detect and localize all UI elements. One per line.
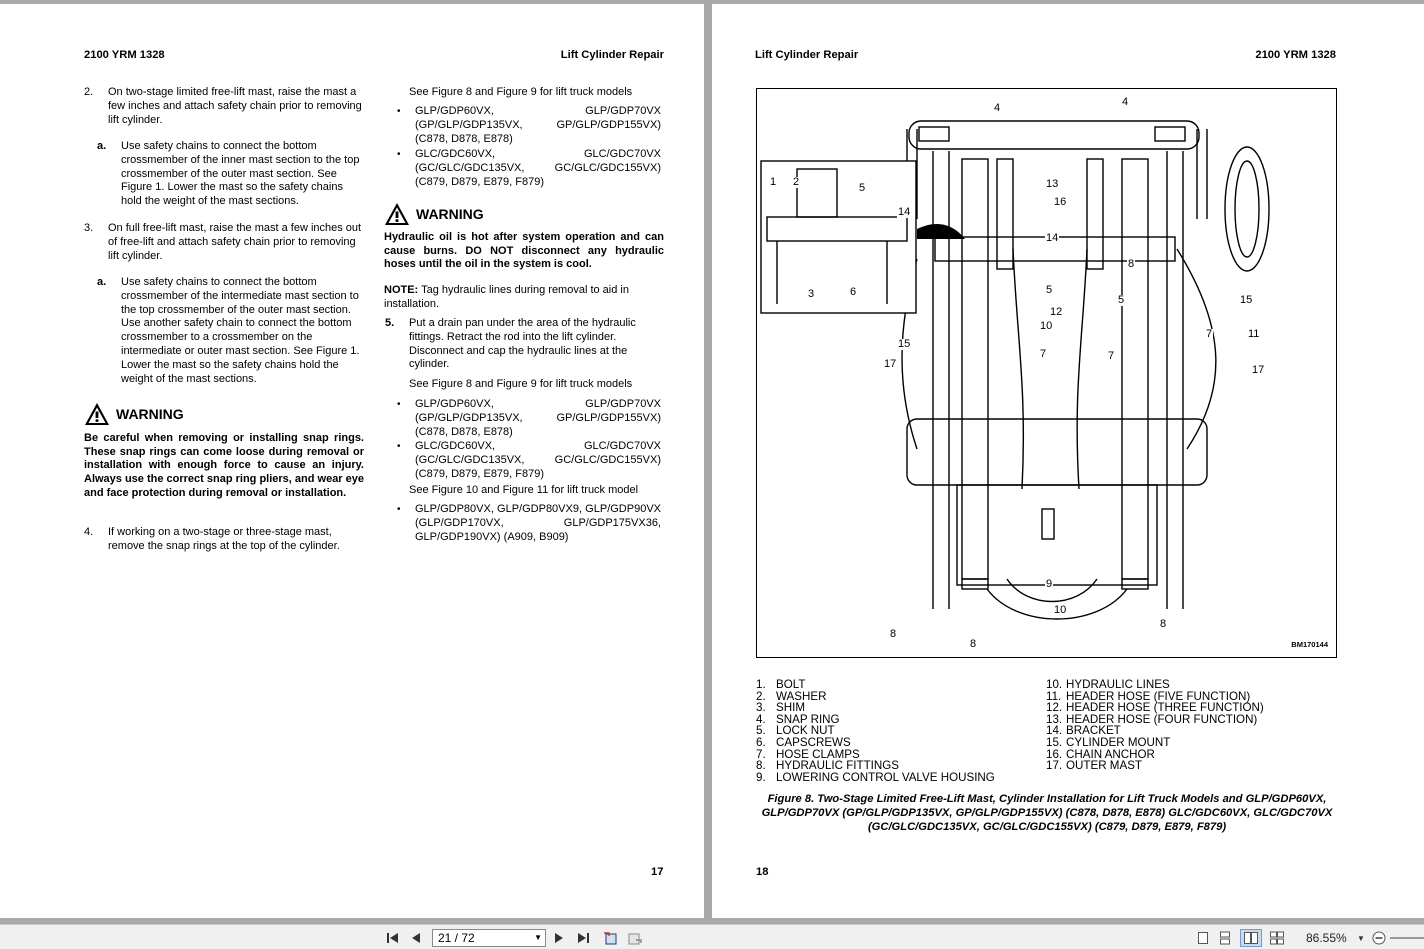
callout-number: 8	[890, 628, 897, 640]
bullet-dot: •	[397, 106, 401, 117]
valve-housing	[1042, 509, 1054, 539]
zoom-slider[interactable]	[1390, 931, 1424, 945]
legend-left-column	[756, 679, 995, 783]
callout-number: 10	[1054, 604, 1067, 616]
bullet-text: GLP/GDP80VX, GLP/GDP80VX9, GLP/GDP90VX (GLP/GDP170VX, GLP/GDP175VX36, GLP/GDP190VX) (A909, B909)	[415, 503, 661, 543]
next-view-icon	[627, 931, 643, 945]
page-number: 17	[651, 866, 664, 878]
hose-line	[1077, 249, 1087, 489]
detail-inset	[761, 161, 916, 313]
step-text: If working on a two-stage or three-stage mast, remove the snap rings at the top of the cylinder.	[108, 526, 340, 552]
zoom-dropdown-button[interactable]	[1356, 929, 1366, 947]
note-text: Tag hydraulic lines during removal to aid in installation.	[384, 284, 629, 310]
facing-view-button[interactable]	[1240, 929, 1262, 947]
header-bracket-right	[1155, 127, 1185, 141]
callout-number: 5	[1046, 284, 1053, 296]
outer-mast-rail-left	[933, 151, 949, 609]
next-page-button[interactable]	[550, 929, 568, 947]
callout-number: 5	[1118, 294, 1125, 306]
figure-id-label: BM170144	[1291, 640, 1328, 649]
figure-caption: Figure 8. Two-Stage Limited Free-Lift Mast, Cylinder Installation for Lift Truck Models and GLP/GDP60VX, GLP/GDP70VX (GP/GLP/GDP135VX, GP/GLP/GDP155VX) (C878, D878, E878) GLC/GDC60VX, GLC/GDC70VX (GC/GLC/GDC135VX, GC/GLC/GDC155VX) (C879, D879, E879, F879)	[761, 793, 1333, 833]
step-text: On full free-lift mast, raise the mast a few inches out of free-lift and attach safety chain prior to removing lift cylinder.	[108, 222, 362, 262]
warning-1-text: Be careful when removing or installing snap rings. These snap rings can come loose during removal or installation with enough force to cause an injury. Always use the correct snap ring pliers, and wear eye and face protection during removal or installation.	[84, 432, 365, 499]
sheave-wheel	[1225, 147, 1269, 271]
legend-item: 15. CYLINDER MOUNT	[1046, 735, 1171, 749]
callout-number: 8	[1160, 618, 1167, 630]
header-bracket-left	[919, 127, 949, 141]
warning-triangle-icon	[84, 402, 110, 426]
sub-step-text: Use safety chains to connect the bottom crossmember of the inner mast section to the top crossmember of the outer mast section. See Figure 1. Lower the mast so the safety chains hold the weight of the mast sections.	[121, 140, 360, 208]
callout-number: 13	[1046, 178, 1059, 190]
callout-number: 17	[884, 358, 897, 370]
bullet-dot: •	[397, 441, 401, 452]
note	[384, 284, 664, 312]
zoom-out-button[interactable]	[1370, 929, 1388, 947]
previous-view-icon	[602, 931, 618, 945]
warning-2-title	[384, 202, 484, 226]
callout-number: 8	[970, 638, 977, 650]
continuous-facing-view-button[interactable]	[1268, 929, 1286, 947]
bullet-text: GLC/GDC60VX, GLC/GDC70VX (GC/GLC/GDC135VX, GC/GLC/GDC155VX) (C879, D879, E879, F879)	[415, 440, 661, 480]
legend-right-column	[1046, 679, 1264, 772]
callout-number: 7	[1108, 350, 1115, 362]
zoom-slider-track	[1390, 937, 1424, 939]
first-page-button[interactable]	[384, 929, 402, 947]
callout-number: 3	[808, 288, 815, 300]
first-page-icon	[386, 932, 400, 944]
sub-step-label: a.	[97, 276, 107, 288]
dropdown-arrow-icon: ▼	[534, 933, 542, 942]
sub-step-text: Use safety chains to connect the bottom crossmember of the intermediate mast section to the top crossmember of the outer mast section. Use another safety chain to connect the bottom crossmember to a crossmember on the intermediate or outer mast section. See Figure 1. Lower the mast so the safety chains hold the weight of the mast sections.	[121, 276, 360, 385]
dropdown-arrow-icon: ▼	[1357, 933, 1365, 943]
chain-sheave-right	[1087, 159, 1103, 269]
legend-item: 16. CHAIN ANCHOR	[1046, 747, 1155, 761]
mast-illustration	[757, 89, 1335, 656]
callout-number: 4	[994, 102, 1001, 114]
legend-item: 13. HEADER HOSE (FOUR FUNCTION)	[1046, 712, 1258, 726]
callout-number: 8	[1128, 258, 1135, 270]
callout-number: 4	[1122, 96, 1129, 108]
callout-number: 2	[793, 176, 800, 188]
warning-label: WARNING	[416, 206, 484, 222]
legend-item: 6. CAPSCREWS	[756, 735, 851, 749]
last-page-button[interactable]	[574, 929, 592, 947]
step-number: 4.	[84, 526, 94, 538]
warning-label: WARNING	[116, 406, 184, 422]
header-doc-id: 2100 YRM 1328	[1255, 49, 1336, 61]
warning-2-text: Hydraulic oil is hot after system operation and can cause burns. DO NOT disconnect any hydraulic hoses until the oil in the system is cool.	[384, 231, 664, 271]
bullet-dot: •	[397, 149, 401, 160]
callout-number: 15	[1240, 294, 1253, 306]
fitting-left	[962, 579, 988, 589]
zoom-out-icon	[1372, 931, 1386, 945]
note-label: NOTE:	[384, 284, 419, 296]
hose-line	[1013, 249, 1023, 489]
bullet-dot: •	[397, 504, 401, 515]
callout-number: 6	[850, 286, 857, 298]
legend-item: 12. HEADER HOSE (THREE FUNCTION)	[1046, 701, 1264, 715]
legend-item: 9. LOWERING CONTROL VALVE HOUSING	[756, 770, 995, 784]
right-page	[712, 4, 1424, 918]
header-section-title: Lift Cylinder Repair	[560, 49, 664, 61]
step-text: On two-stage limited free-lift mast, raise the mast a few inches and attach safety chain prior to removing lift cylinder.	[108, 86, 362, 126]
legend-item: 11. HEADER HOSE (FIVE FUNCTION)	[1046, 689, 1251, 703]
header-section-title: Lift Cylinder Repair	[755, 49, 859, 61]
bullet-text: GLP/GDP60VX, GLP/GDP70VX (GP/GLP/GDP135VX, GP/GLP/GDP155VX) (C878, D878, E878)	[415, 105, 661, 145]
zoom-level[interactable]: 86.55%	[1306, 931, 1347, 945]
warning-triangle-icon	[384, 202, 410, 226]
facing-pages-icon	[1243, 931, 1259, 945]
next-view-button[interactable]	[626, 929, 644, 947]
legend-item: 3. SHIM	[756, 701, 805, 715]
legend-item: 1. BOLT	[756, 678, 806, 691]
callout-number: 1	[770, 176, 777, 188]
left-page	[0, 4, 704, 918]
callout-number: 7	[1206, 328, 1213, 340]
legend-item: 4. SNAP RING	[756, 712, 840, 726]
step-number: 5.	[385, 317, 395, 329]
mast-post-right	[1197, 129, 1207, 219]
see-figures-3: See Figure 10 and Figure 11 for lift truck model	[409, 484, 639, 496]
continuous-view-button[interactable]	[1216, 929, 1234, 947]
page-number-input[interactable]	[432, 929, 546, 947]
step-number: 2.	[84, 86, 94, 98]
lift-cylinder-right	[1122, 159, 1148, 579]
callout-number: 14	[1046, 232, 1059, 244]
previous-page-icon	[411, 932, 421, 944]
continuous-page-icon	[1219, 931, 1231, 945]
bullet-text: GLP/GDP60VX, GLP/GDP70VX (GP/GLP/GDP135VX, GP/GLP/GDP155VX) (C878, D878, E878)	[415, 398, 661, 438]
page-indicator-text: 21 / 72	[438, 931, 475, 945]
warning-1-title	[84, 402, 184, 426]
callout-number: 15	[898, 338, 911, 350]
inset-pointer	[917, 224, 965, 239]
chain-sheave-left	[997, 159, 1013, 269]
callout-number: 10	[1040, 320, 1053, 332]
legend-item: 17. OUTER MAST	[1046, 759, 1143, 773]
legend-item: 8. HYDRAULIC FITTINGS	[756, 759, 900, 773]
fitting-right	[1122, 579, 1148, 589]
step-number: 3.	[84, 222, 94, 234]
callout-number: 11	[1248, 328, 1260, 340]
continuous-facing-icon	[1269, 931, 1285, 945]
callout-number: 16	[1054, 196, 1067, 208]
last-page-icon	[576, 932, 590, 944]
callout-number: 14	[898, 206, 911, 218]
lift-cylinder-left	[962, 159, 988, 579]
single-page-view-button[interactable]	[1194, 929, 1212, 947]
bullet-text: GLC/GDC60VX, GLC/GDC70VX (GC/GLC/GDC135VX, GC/GLC/GDC155VX) (C879, D879, E879, F879)	[415, 148, 661, 188]
callout-number: 12	[1050, 306, 1063, 318]
step-text: Put a drain pan under the area of the hydraulic fittings. Retract the rod into the lift cylinder. Disconnect and cap the hydraulic lines at the cylinder.	[409, 317, 636, 371]
previous-view-button[interactable]	[601, 929, 619, 947]
outer-mast-rail-right	[1167, 151, 1183, 609]
callout-number: 9	[1046, 578, 1053, 590]
header-doc-id: 2100 YRM 1328	[84, 49, 165, 61]
callout-number: 17	[1252, 364, 1265, 376]
previous-page-button[interactable]	[407, 929, 425, 947]
bullet-dot: •	[397, 399, 401, 410]
single-page-icon	[1197, 931, 1209, 945]
carriage-frame	[957, 485, 1157, 585]
legend-item: 5. LOCK NUT	[756, 724, 835, 738]
next-page-icon	[554, 932, 564, 944]
mast-diagram-figure	[756, 88, 1337, 658]
viewer-toolbar	[0, 924, 1424, 949]
legend-item: 7. HOSE CLAMPS	[756, 747, 860, 761]
legend-item: 2. WASHER	[756, 689, 827, 703]
page-number: 18	[756, 866, 769, 878]
legend-item: 14. BRACKET	[1046, 724, 1121, 738]
callout-number: 7	[1040, 348, 1047, 360]
see-figures-1: See Figure 8 and Figure 9 for lift truck models	[409, 86, 633, 98]
lower-crossmember	[907, 419, 1207, 485]
sheave-wheel-inner	[1235, 161, 1259, 257]
legend-item: 10. HYDRAULIC LINES	[1046, 678, 1170, 691]
callout-number: 5	[859, 182, 866, 194]
sub-step-label: a.	[97, 140, 107, 152]
see-figures-2: See Figure 8 and Figure 9 for lift truck models	[409, 378, 633, 390]
